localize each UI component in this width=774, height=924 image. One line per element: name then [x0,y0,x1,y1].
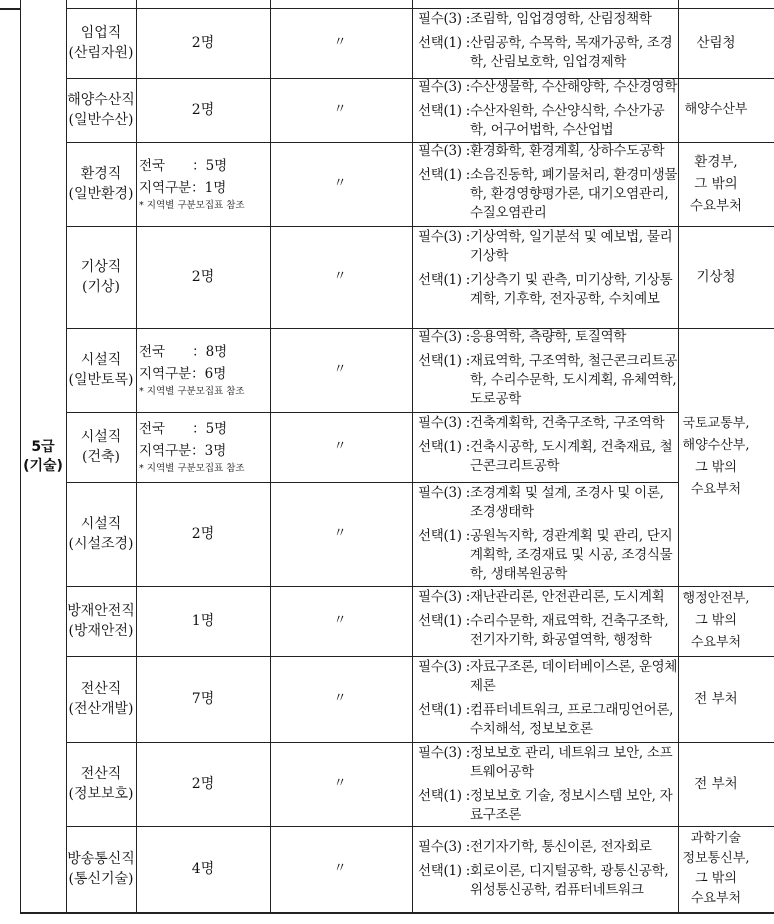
required-tag: 필수(3) [418,415,462,431]
optional-subjects: 정보보호 기술, 정보시스템 보안, 자료구조론 [470,788,673,823]
position-name: 기상직 (기상) [80,259,122,295]
ditto-mark: 〃 [333,439,347,454]
required-tag: 필수(3) [418,143,462,159]
subjects: 필수(3) : 재난관리론, 안전관리론, 도시계획 선택(1) : 수리수문학, 재료역학, 건축구조학, 전기자기학, 화공열역학, 행정학 [418,589,669,648]
optional-tag: 선택(1) [418,353,462,369]
table-row [0,826,774,912]
count-note: * 지역별 구분모집표 참조 [139,463,245,474]
hire-count [136,328,270,412]
hire-count: 4명 [191,861,215,877]
subjects: 필수(3) : 환경화학, 환경계획, 상하수도공학 선택(1) : 소음진동학, 폐기물처리, 환경미생물학, 환경영향평가론, 대기오염관리, 수질오염관리 [418,143,678,221]
hire-count: 2명 [191,35,215,51]
count-regional: 지역구분：3명 [139,443,227,459]
department: 기상청 [696,269,736,285]
table-row [0,412,774,482]
optional-tag: 선택(1) [418,528,462,544]
subjects: 필수(3) : 응용역학, 측량학, 토질역학 선택(1) : 재료역학, 구조역학, 철근콘크리트공학, 수리수문학, 도시계획, 유체역학, 도로공학 [418,329,678,407]
optional-tag: 선택(1) [418,863,462,879]
optional-subjects: 수리수문학, 재료역학, 건축구조학, 전기자기학, 화공열역학, 행정학 [470,613,669,648]
department: 산림청 [696,35,736,51]
required-tag: 필수(3) [418,329,462,345]
required-subjects: 건축계획학, 건축구조학, 구조역학 [470,415,665,431]
count-national: 전국 ：8명 [139,344,228,360]
required-tag: 필수(3) [418,79,462,95]
position-name: 시설직 (건축) [80,429,122,465]
hire-count: 2명 [191,269,215,285]
subjects: 필수(3) : 기상역학, 일기분석 및 예보법, 물리기상학 선택(1) : 기상측기 및 관측, 미기상학, 기상통계학, 기후학, 전자공학, 수치예보 [418,229,673,307]
required-subjects: 자료구조론, 데이터베이스론, 운영체제론 [470,659,678,694]
optional-subjects: 회로이론, 디지털공학, 광통신공학, 위성통신공학, 컴퓨터네트워크 [470,863,669,898]
hire-count: 7명 [191,691,215,707]
ditto-mark: 〃 [333,526,347,541]
optional-tag: 선택(1) [418,272,462,288]
required-subjects: 수산생물학, 수산해양학, 수산경영학 [470,79,678,95]
department: 해양수산부 [684,102,748,117]
hire-count: 1명 [191,613,215,629]
required-subjects: 정보보호 관리, 네트워크 보안, 소프트웨어공학 [470,745,673,780]
table-row [0,656,774,742]
optional-subjects: 공원녹지학, 경관계획 및 관리, 단지계획학, 조경재료 및 시공, 조경식물학, 생태복원공학 [470,528,673,582]
ditto-mark: 〃 [333,776,347,791]
subjects: 필수(3) : 조림학, 임업경영학, 산림정책학 선택(1) : 산림공학, 수목학, 목재가공학, 조경학, 산림보호학, 임업경제학 [418,11,673,70]
optional-tag: 선택(1) [418,788,462,804]
optional-subjects: 기상측기 및 관측, 미기상학, 기상통계학, 기후학, 전자공학, 수치예보 [470,272,673,307]
required-tag: 필수(3) [418,839,462,855]
ditto-mark: 〃 [333,269,347,284]
hire-count [136,142,270,226]
hire-count: 2명 [191,526,215,542]
position-name: 시설직 (시설조경) [68,516,134,552]
department: 행정안전부, 그 밖의 수요부처 [682,591,750,650]
ditto-mark: 〃 [333,362,347,377]
position-name: 전산직 (정보보호) [68,766,134,802]
department: 환경부, 그 밖의 수요부처 [689,154,743,214]
required-tag: 필수(3) [418,589,462,605]
ditto-mark: 〃 [333,102,347,117]
department-shared: 국토교통부, 해양수산부, 그 밖의 수요부처 [682,416,750,497]
table-row [0,226,774,328]
count-national: 전국 ：5명 [139,158,228,174]
table-row [0,8,774,78]
subjects: 필수(3) : 전기자기학, 통신이론, 전자회로 선택(1) : 회로이론, 디지털공학, 광통신공학, 위성통신공학, 컴퓨터네트워크 [418,839,669,898]
count-regional: 지역구분：6명 [139,366,227,382]
table-row [0,78,774,142]
table-row [0,742,774,826]
required-subjects: 조림학, 임업경영학, 산림정책학 [470,11,652,27]
ditto-mark: 〃 [333,691,347,706]
count-regional: 지역구분：1명 [139,180,227,196]
required-tag: 필수(3) [418,745,462,761]
optional-subjects: 산림공학, 수목학, 목재가공학, 조경학, 산림보호학, 임업경제학 [470,35,673,70]
optional-tag: 선택(1) [418,613,462,629]
table-row [0,142,774,226]
hire-count [136,412,270,482]
required-subjects: 전기자기학, 통신이론, 전자회로 [470,839,652,855]
optional-subjects: 재료역학, 구조역학, 철근콘크리트공학, 수리수문학, 도시계획, 유체역학, 도로공학 [470,353,678,407]
required-tag: 필수(3) [418,11,462,27]
ditto-mark: 〃 [333,613,347,628]
table-row [0,586,774,656]
optional-tag: 선택(1) [418,167,462,183]
table-row [0,482,774,586]
required-subjects: 응용역학, 측량학, 토질역학 [470,329,627,345]
subjects: 필수(3) : 조경계획 및 설계, 조경사 및 이론, 조경생태학 선택(1) : 공원녹지학, 경관계획 및 관리, 단지계획학, 조경재료 및 시공, 조경식물학, 생태복원공학 [418,485,673,582]
optional-subjects: 컴퓨터네트워크, 프로그래밍언어론, 수치해석, 정보보호론 [470,702,674,737]
count-note: * 지역별 구분모집표 참조 [139,386,245,397]
required-tag: 필수(3) [418,485,462,501]
subjects: 필수(3) : 정보보호 관리, 네트워크 보안, 소프트웨어공학 선택(1) : 정보보호 기술, 정보시스템 보안, 자료구조론 [418,745,673,823]
table-row [0,328,774,412]
optional-subjects: 건축시공학, 도시계획, 건축재료, 철근콘크리트공학 [470,439,673,474]
optional-tag: 선택(1) [418,35,462,51]
count-note: * 지역별 구분모집표 참조 [139,200,245,211]
position-name: 환경직 (일반환경) [68,166,134,202]
required-subjects: 재난관리론, 안전관리론, 도시계획 [470,589,665,605]
subjects: 필수(3) : 건축계획학, 건축구조학, 구조역학 선택(1) : 건축시공학, 도시계획, 건축재료, 철근콘크리트공학 [418,415,673,474]
required-subjects: 조경계획 및 설계, 조경사 및 이론, 조경생태학 [470,485,664,520]
subjects: 필수(3) : 수산생물학, 수산해양학, 수산경영학 선택(1) : 수산자원학, 수산양식학, 수산가공학, 어구어법학, 수산업법 [418,79,678,138]
required-subjects: 기상역학, 일기분석 및 예보법, 물리기상학 [470,229,673,264]
required-tag: 필수(3) [418,229,462,245]
position-name: 방재안전직 (방재안전) [67,603,135,639]
department: 과학기술 정보통신부, 그 밖의 수요부처 [682,831,750,906]
grade-label: 5급 (기술) [23,439,63,474]
ditto-mark: 〃 [333,176,347,191]
count-national: 전국 ：5명 [139,421,228,437]
position-name: 임업직 (산림자원) [68,25,134,61]
subjects: 필수(3) : 자료구조론, 데이터베이스론, 운영체제론 선택(1) : 컴퓨터네트워크, 프로그래밍언어론, 수치해석, 정보보호론 [418,659,678,737]
position-name: 해양수산직 (일반수산) [67,92,135,128]
ditto-mark: 〃 [333,861,347,876]
position-name: 전산직 (전산개발) [68,681,134,717]
position-name: 시설직 (일반토목) [68,352,134,388]
optional-tag: 선택(1) [418,702,462,718]
optional-subjects: 소음진동학, 폐기물처리, 환경미생물학, 환경영향평가론, 대기오염관리, 수질오염관리 [470,167,678,221]
hire-count: 2명 [191,102,215,118]
department: 전 부처 [694,691,738,707]
optional-tag: 선택(1) [418,439,462,455]
hire-count: 2명 [191,776,215,792]
ditto-mark: 〃 [333,35,347,50]
required-tag: 필수(3) [418,659,462,675]
optional-tag: 선택(1) [418,103,462,119]
department: 전 부처 [694,776,738,792]
optional-subjects: 수산자원학, 수산양식학, 수산가공학, 어구어법학, 수산업법 [470,103,665,138]
position-name: 방송통신직 (통신기술) [67,851,135,887]
required-subjects: 환경화학, 환경계획, 상하수도공학 [470,143,665,159]
